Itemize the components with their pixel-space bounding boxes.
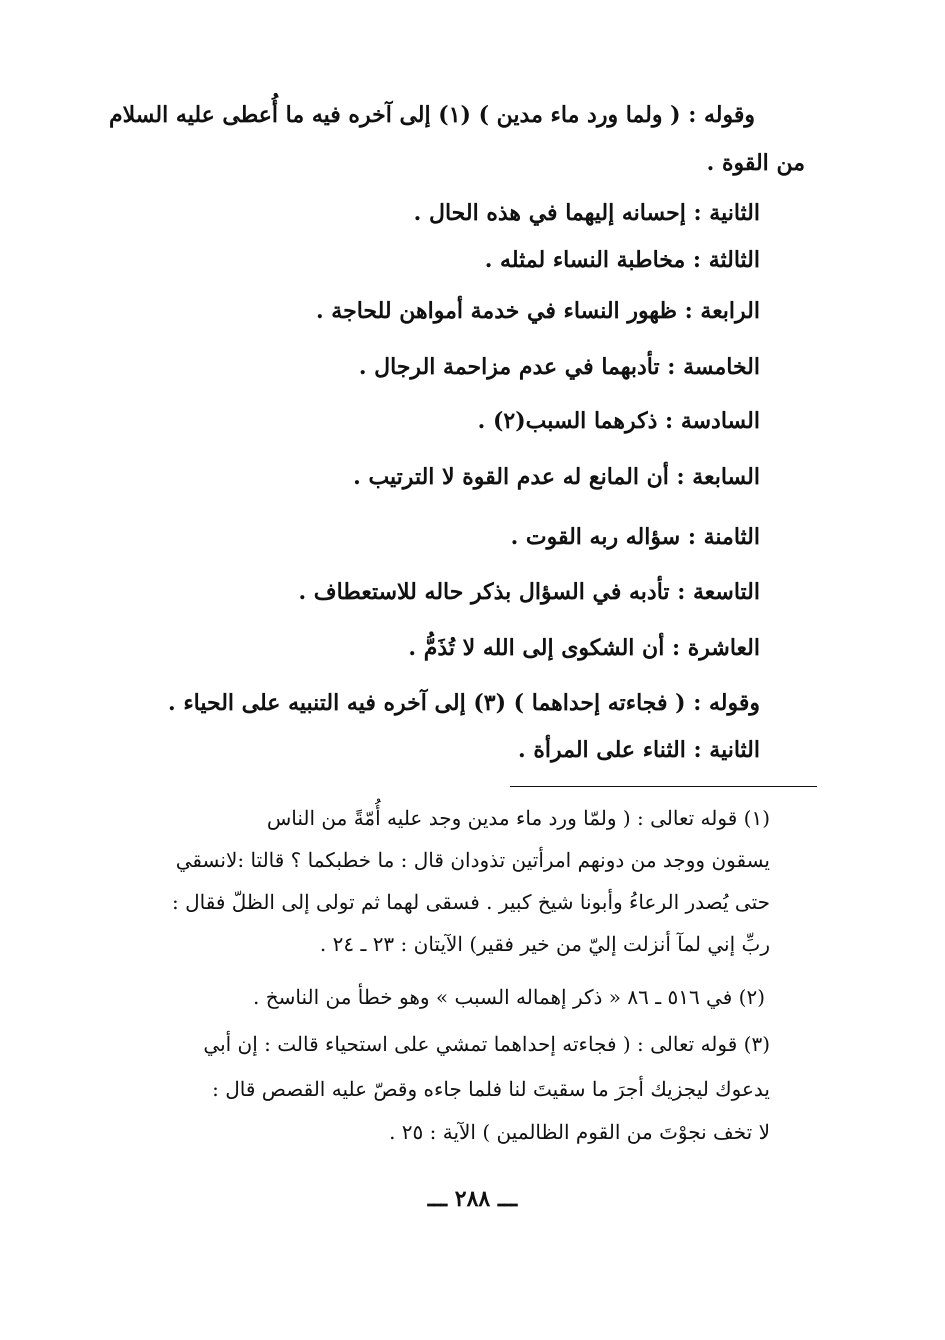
footnote-line: (١) قوله تعالى : ( ولمّا ورد ماء مدين وجد عليه أُمّةً من الناس: [266, 806, 770, 830]
main-text-line: وقوله : ( فجاءته إحداهما ) (٣) إلى آخره فيه التنبيه على الحياء .: [168, 690, 760, 716]
main-text-line: من القوة .: [706, 150, 805, 176]
footnote-line: (٢) في ٥١٦ ـ ٨٦ « ذكر إهماله السبب » وهو خطأ من الناسخ .: [252, 985, 765, 1009]
footnote-divider: [510, 786, 817, 787]
main-text-line: التاسعة : تأدبه في السؤال بذكر حاله للاستعطاف .: [298, 579, 760, 605]
main-text-line: الخامسة : تأدبهما في عدم مزاحمة الرجال .: [358, 354, 760, 380]
main-text-line: الثالثة : مخاطبة النساء لمثله .: [484, 247, 760, 273]
main-text-line: الثامنة : سؤاله ربه القوت .: [510, 524, 760, 550]
footnote-line: يدعوك ليجزيك أجرَ ما سقيتَ لنا فلما جاءه وقصّ عليه القصص قال :: [212, 1077, 770, 1101]
main-text-line: الثانية : الثناء على المرأة .: [518, 737, 760, 763]
page-number: ـــ ٢٨٨ ـــ: [427, 1186, 518, 1212]
main-text-line: العاشرة : أن الشكوى إلى الله لا تُذَمُّ .: [408, 635, 760, 661]
main-text-line: السادسة : ذكرهما السبب(٢) .: [477, 408, 760, 434]
main-text-line: الرابعة : ظهور النساء في خدمة أمواهن للحاجة .: [315, 298, 760, 324]
footnote-line: ربِّ إني لمآ أنزلت إليّ من خير فقير) الآيتان : ٢٣ ـ ٢٤ .: [319, 932, 770, 956]
footnote-line: (٣) قوله تعالى : ( فجاءته إحداهما تمشي على استحياء قالت : إن أبي: [203, 1032, 770, 1056]
footnote-line: يسقون ووجد من دونهم امرأتين تذودان قال : ما خطبكما ؟ قالتا :لانسقي: [175, 848, 770, 872]
footnote-line: حتى يُصدر الرعاءُ وأبونا شيخ كبير . فسقى لهما ثم تولى إلى الظلّ فقال :: [172, 890, 770, 914]
main-text-line: وقوله : ( ولما ورد ماء مدين ) (١) إلى آخره فيه ما أُعطى عليه السلام: [109, 102, 755, 128]
main-text-line: الثانية : إحسانه إليهما في هذه الحال .: [413, 200, 760, 226]
footnote-line: لا تخف نجوْتَ من القوم الظالمين ) الآية : ٢٥ .: [389, 1120, 770, 1144]
main-text-line: السابعة : أن المانع له عدم القوة لا الترتيب .: [353, 464, 760, 490]
